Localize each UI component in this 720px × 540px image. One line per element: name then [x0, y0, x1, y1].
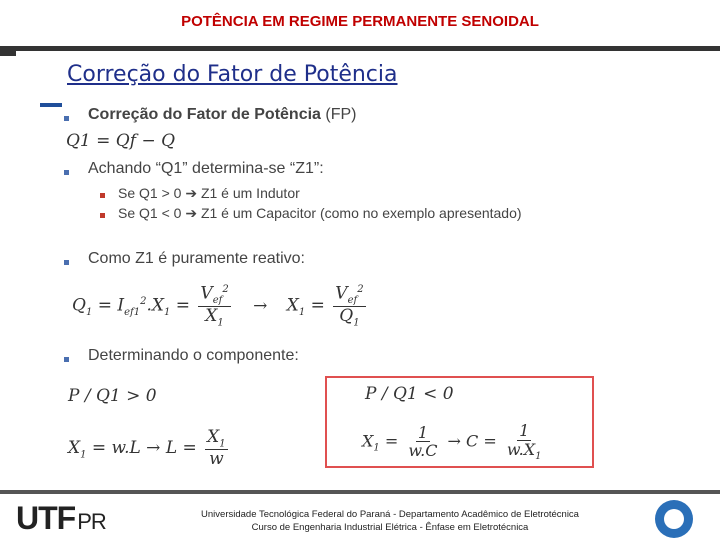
logo-pr: PR — [77, 509, 106, 534]
fraction-1-wx1: $\frac{1}{w.X_1}$ — [506, 421, 542, 462]
equation-capacitor: $X_1$ = $\frac{1}{w.C}$ → C = $\frac{1}{w.X_1}$ — [362, 421, 542, 462]
footer-line-2: Curso de Engenharia Industrial Elétrica - Ênfase em Eletrotécnica — [251, 522, 529, 533]
sub-bullet-capacitor: Se Q1 < 0 ➔ Z1 é um Capacitor (como no exemplo apresentado) — [118, 205, 522, 221]
bullet-fp-tail: (FP) — [320, 106, 357, 123]
utfpr-logo — [16, 500, 106, 537]
top-divider-accent — [0, 48, 16, 56]
sub-bullet-icon — [100, 213, 105, 218]
fraction-x1-w: $\frac{X_1}{w}$ — [207, 427, 226, 470]
top-divider — [0, 46, 720, 51]
bullet-component: Determinando o componente: — [88, 347, 299, 364]
fraction-vef-q1: $\frac{V_{ef}^2}{Q_1}$ — [335, 283, 364, 329]
slide-title: Correção do Fator de Potência — [67, 62, 398, 87]
bullet-reactive: Como Z1 é puramente reativo: — [88, 250, 305, 267]
seal-inner — [664, 509, 684, 529]
case-capacitor-condition: P / Q1 < 0 — [365, 384, 454, 404]
equation-inductor: $X_1 = w.L \to L$ = $\frac{X_1}{w}$ — [68, 427, 226, 470]
sub-bullet-inductor: Se Q1 > 0 ➔ Z1 é um Indutor — [118, 185, 300, 201]
case-inductor-condition: P / Q1 > 0 — [68, 386, 157, 406]
logo-main: UTF — [16, 500, 76, 536]
bullet-icon — [64, 357, 69, 362]
header-title: POTÊNCIA EM REGIME PERMANENTE SENOIDAL — [181, 13, 539, 30]
department-seal-icon — [655, 500, 693, 538]
bullet-find-q1: Achando “Q1” determina-se “Z1”: — [88, 160, 324, 177]
fraction-1-wc: $\frac{1}{w.C}$ — [408, 422, 438, 461]
bottom-divider — [0, 490, 720, 494]
equation-reactive: $Q_1 = I_{ef1}^2.X_1$ = $\frac{V_{ef}^2}{X_1}$ → $X_1$ = $\frac{V_{ef}^2}{Q_1}$ — [72, 283, 364, 329]
footer-line-1: Universidade Tecnológica Federal do Paraná - Departamento Acadêmico de Eletrotécnica — [201, 509, 579, 520]
bullet-icon — [64, 116, 69, 121]
sub-bullet-icon — [100, 193, 105, 198]
bullet-fp — [88, 106, 356, 124]
fraction-vef-x1: $\frac{V_{ef}^2}{X_1}$ — [200, 283, 229, 329]
bullet-icon — [64, 260, 69, 265]
title-accent — [40, 103, 62, 107]
bullet-fp-strong: Correção do Fator de Potência — [88, 106, 321, 123]
bullet-icon — [64, 170, 69, 175]
footer-text — [170, 508, 610, 534]
equation-q1: Q1 = Qf − Q — [66, 131, 176, 151]
